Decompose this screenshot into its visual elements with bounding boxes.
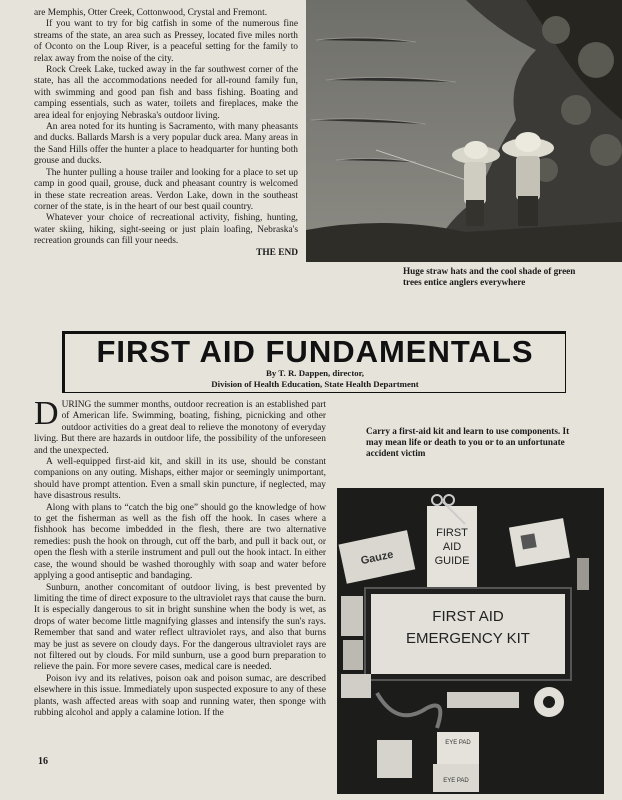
- paragraph: Poison ivy and its relatives, poison oak and poison sumac, are described elsewhere in this issue. Immediately upon suspected exposure to any of these plants, wash affected areas with soap and running water, then sponge with rubbing alcohol and apply a calamine lotion. If the: [34, 673, 326, 718]
- anglers-photo: [306, 0, 622, 262]
- byline-division: Division of Health Education, State Health Department: [211, 378, 419, 389]
- paragraph-text: URING the summer months, outdoor recreation is an established part of American life. Swimming, boating, fishing, picnicking and other outdoor activities do a great deal to relieve the monotony of everyday living. But there are hazards in outdoor life, the possibility of the unforeseen and the unexpected.: [34, 400, 326, 456]
- drop-cap: D: [34, 395, 59, 432]
- paragraph: The hunter pulling a house trailer and looking for a place to set up camp in good quail, grouse, duck and pheasant country is welcomed in these state recreation areas. Verdon Lake, down in the southeast corner of the state, is in the heart of our best quail country.: [34, 167, 298, 212]
- paragraph: A well-equipped first-aid kit, and skill in its use, should be constant companions on any outing. Mishaps, either major or seemingly unimportant, should have prompt attention. Even a small skin puncture, if neglected, may have disastrous results.: [34, 457, 326, 502]
- page-number: 16: [38, 756, 48, 767]
- paragraph: Rock Creek Lake, tucked away in the far southwest corner of the state, has all the accommodations needed for all-round family fun, with swimming and good pan fish and bass fishing. Boating and camping essentials, such as water, toilets and fireplaces, make the area ideal for enjoying Nebraska's outdoor living.: [34, 65, 298, 121]
- byline-author: By T. R. Dappen, director,: [266, 368, 364, 378]
- first-aid-article-column: [34, 395, 326, 719]
- paragraph: [34, 395, 326, 457]
- paragraph: Whatever your choice of recreational activity, fishing, hunting, water skiing, hiking, sight-seeing or just plain loafing, Nebraska's recreation grounds can fill your needs.: [34, 213, 298, 247]
- gauze-label: Gauze: [359, 548, 395, 568]
- guide-label-2: AID: [442, 541, 462, 553]
- paragraph: Sunburn, another concomitant of outdoor living, is best prevented by limiting the time of direct exposure to the ultraviolet rays that cause the burn. It is especially dangerous to sit in bright sunshine when the body is wet, as drops of water become little magnifying glasses and intensify the sun's rays. Remember that sand and water reflect ultraviolet rays, and also that burns may be just as severe on cloudy days. For the dangerous ultraviolet rays are not filtered out by clouds. For mild sunburn, use a good burn preparation to relieve the pain. For more severe cases, medical care is needed.: [34, 582, 326, 673]
- top-article-column: [34, 8, 298, 259]
- paragraph: An area noted for its hunting is Sacramento, with many pheasants and ducks. Ballards Marsh is a very popular duck area. Many areas in the Sand Hills offer the hunter a place to headquarter for hunting both grouse and ducks.: [34, 122, 298, 167]
- kit-photo-caption: Carry a first-aid kit and learn to use components. It may mean life or death to you or to an unfortunate accident victim: [366, 426, 570, 458]
- eyepad-label-1: EYE PAD: [445, 740, 471, 746]
- paragraph: are Memphis, Otter Creek, Cottonwood, Crystal and Fremont.: [34, 8, 268, 18]
- guide-label-3: GUIDE: [434, 555, 470, 567]
- kit-label-1: FIRST AID: [432, 608, 504, 625]
- first-aid-kit-photo: [337, 488, 604, 794]
- article-title: FIRST AID FUNDAMENTALS: [96, 334, 534, 369]
- eyepad-label-2: EYE PAD: [443, 778, 469, 784]
- guide-label-1: FIRST: [436, 527, 468, 539]
- paragraph: Along with plans to “catch the big one” should go the knowledge of how to get the fisherman as well as the fish off the hook. In cases where a fishhook has become imbedded in the flesh, there are two alternative remedies: push the hook on through, cut off the barb, and pull it back out, or open the flesh with a sterile instrument and pull out the hook intact. In either case, the wound should be washed thoroughly with soap and water before applying a good antiseptic and bandaging.: [34, 502, 326, 582]
- the-end-mark: THE END: [256, 247, 298, 258]
- anglers-photo-caption: Huge straw hats and the cool shade of green trees entice anglers everywhere: [403, 266, 576, 287]
- kit-label-2: EMERGENCY KIT: [406, 630, 530, 647]
- byline: [62, 368, 568, 389]
- paragraph: If you want to try for big catfish in some of the numerous fine streams of the state, an area such as Pressey, located five miles north of Oconto on the Loup River, is a peaceful setting for the family to relax away from the noise of the city.: [34, 19, 298, 64]
